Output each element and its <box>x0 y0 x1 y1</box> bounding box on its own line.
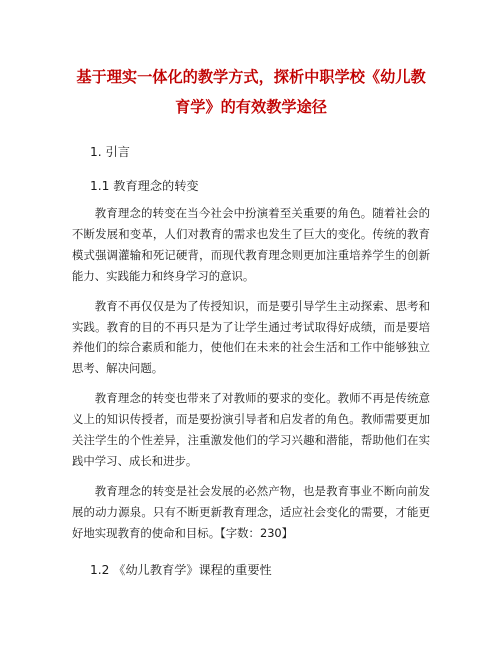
section-heading-1-2: 1.2 《幼儿教育学》课程的重要性 <box>90 562 272 577</box>
paragraph: 教育理念的转变在当今社会中扮演着至关重要的角色。随着社会的不断发展和变革，人们对教育的需求也发生了巨大的变化。传统的教育模式强调灌输和死记硬背，而现代教育理念则更加注重培养学生的创新能力、实践能力和终身学习的意识。 <box>72 206 430 283</box>
paragraph: 教育理念的转变也带来了对教师的要求的变化。教师不再是传统意义上的知识传授者，而是要扮演引导者和启发者的角色。教师需要更加关注学生的个性差异，注重激发他们的学习兴趣和潜能，帮助他们在实践中学习、成长和进步。 <box>72 391 430 468</box>
section-heading-1: 1. 引言 <box>90 145 130 159</box>
paragraph: 教育不再仅仅是为了传授知识，而是要引导学生主动探索、思考和实践。教育的目的不再只是为了让学生通过考试取得好成绩，而是要培养他们的综合素质和能力，使他们在未来的社会生活和工作中能够独立思考、解决问题。 <box>72 298 430 376</box>
section-heading-1-1: 1.1 教育理念的转变 <box>90 179 199 193</box>
document-title: 基于理实一体化的教学方式，探析中职学校《幼儿教育学》的有效教学途径 <box>76 68 426 116</box>
paragraph: 教育理念的转变是社会发展的必然产物，也是教育事业不断向前发展的动力源泉。只有不断更新教育理念，适应社会变化的需要，才能更好地实现教育的使命和目标。【字数：230】 <box>72 483 430 540</box>
